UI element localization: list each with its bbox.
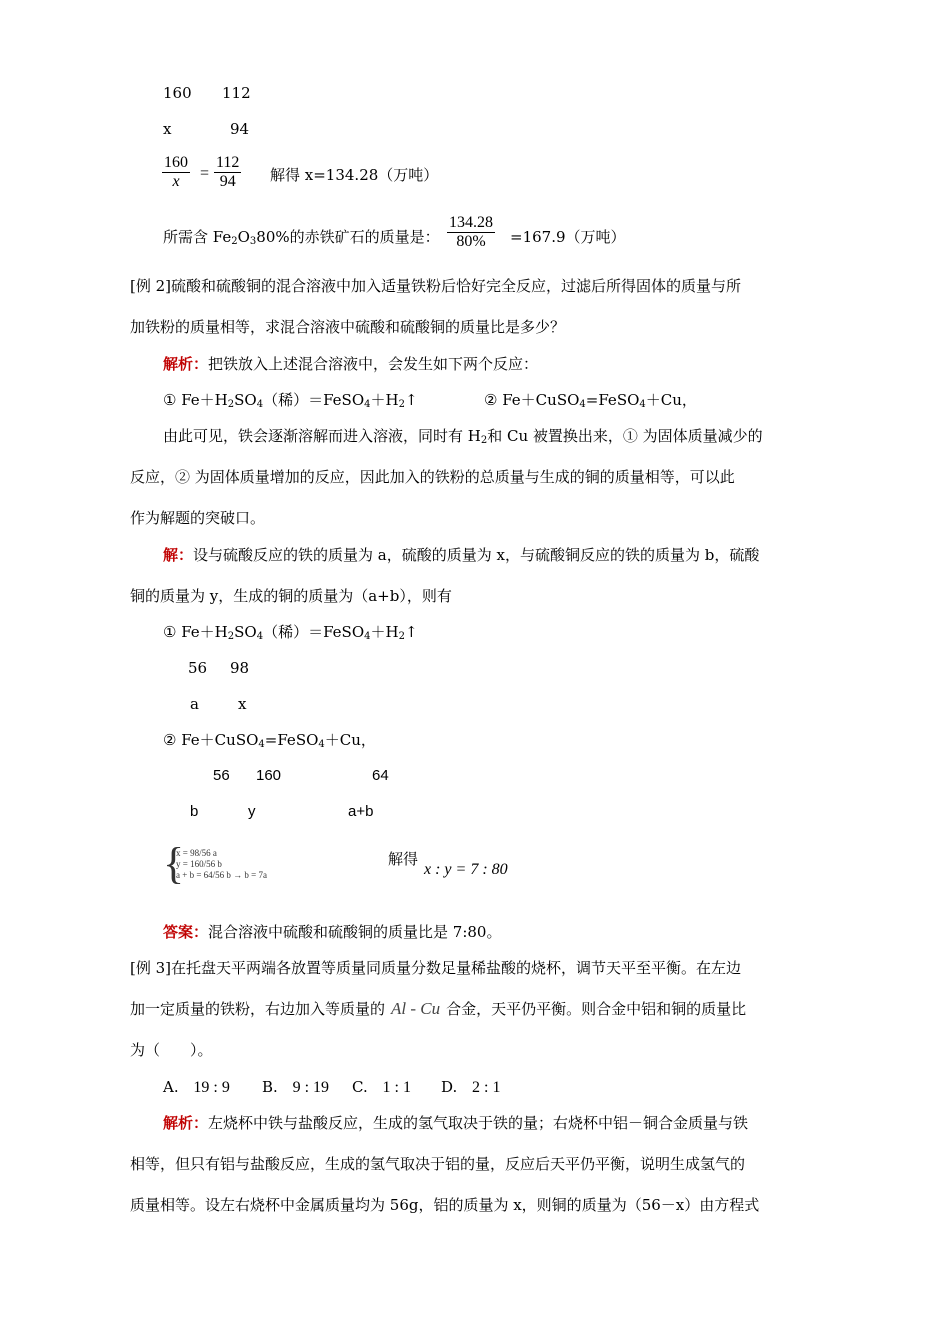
up-arrow-icon: ↑ bbox=[404, 623, 418, 641]
rxn-part: SO bbox=[234, 623, 257, 641]
option-letter: D. bbox=[441, 1078, 458, 1096]
option-letter: A. bbox=[163, 1078, 179, 1096]
rxn-sub: 2 bbox=[227, 631, 235, 642]
ore-result: =167.9（万吨） bbox=[510, 228, 626, 246]
ex3-question-line3: 为（ ）。 bbox=[130, 1041, 213, 1059]
var-a-plus-b: a+b bbox=[348, 803, 374, 820]
rxn-sub: 4 bbox=[256, 399, 264, 410]
para-text: 由此可见，铁会逐渐溶解而进入溶液，同时有 H bbox=[163, 427, 481, 445]
ore-mass-line bbox=[163, 227, 440, 252]
mass-160: 160 bbox=[256, 767, 282, 784]
mass-94: 94 bbox=[230, 120, 250, 138]
analysis-label: 解析： bbox=[163, 355, 209, 373]
ex3-question-line2 bbox=[130, 999, 746, 1019]
mass-98: 98 bbox=[230, 659, 250, 677]
reaction-1-repeat bbox=[163, 622, 418, 647]
rxn-part: ② Fe＋CuSO bbox=[484, 391, 580, 409]
rxn-sub: 2 bbox=[227, 399, 235, 410]
rxn-sub: 4 bbox=[256, 631, 264, 642]
option-value: 2 : 1 bbox=[472, 1079, 501, 1096]
rxn-part: （稀）＝FeSO bbox=[263, 391, 365, 409]
option-b bbox=[262, 1077, 329, 1098]
option-value: 19 : 9 bbox=[193, 1079, 230, 1096]
option-letter: B. bbox=[262, 1078, 278, 1096]
rxn-sub: 4 bbox=[639, 399, 646, 410]
analysis-label: 解析： bbox=[163, 1114, 209, 1132]
answer-text: 混合溶液中硫酸和硫酸铜的质量比是 7:80。 bbox=[208, 923, 502, 941]
para-sub: 2 bbox=[480, 435, 488, 446]
reaction-2 bbox=[484, 390, 697, 415]
rxn-part: （稀）＝FeSO bbox=[263, 623, 365, 641]
rxn-sub: 4 bbox=[579, 399, 586, 410]
rxn-part: ① Fe＋H bbox=[163, 391, 228, 409]
mass-56: 56 bbox=[213, 767, 230, 784]
ore-rest: 80%的赤铁矿石的质量是： bbox=[256, 228, 440, 246]
analysis-text: 把铁放入上述混合溶液中，会发生如下两个反应： bbox=[208, 355, 539, 373]
rxn-part: ＋Cu， bbox=[324, 731, 376, 749]
up-arrow-icon: ↑ bbox=[404, 391, 418, 409]
rxn-sub: 4 bbox=[318, 739, 325, 750]
ex3-analysis-line1 bbox=[163, 1113, 748, 1133]
fraction-numerator: 112 bbox=[216, 154, 240, 171]
para-line1 bbox=[163, 426, 763, 451]
equation-2: y = 160/56 b bbox=[176, 859, 222, 869]
fraction-denominator: 80% bbox=[447, 232, 495, 251]
rxn-part: SO bbox=[234, 391, 257, 409]
reaction-1 bbox=[163, 390, 418, 415]
solve-label: 解得 bbox=[388, 850, 419, 868]
var-b: b bbox=[190, 803, 199, 820]
rxn-part: ＋Cu， bbox=[645, 391, 697, 409]
rxn-part: ＋H bbox=[370, 391, 399, 409]
option-a bbox=[163, 1077, 230, 1098]
question-text: 加一定质量的铁粉，右边加入等质量的 bbox=[130, 1000, 386, 1018]
ore-mid: O bbox=[237, 228, 250, 246]
rxn-sub: 4 bbox=[364, 631, 371, 642]
mass-112: 112 bbox=[222, 84, 251, 102]
option-letter: C. bbox=[352, 1078, 368, 1096]
answer-line bbox=[163, 922, 501, 942]
fraction-denominator: x bbox=[162, 172, 190, 191]
brace-icon: { bbox=[163, 839, 185, 888]
var-a: a bbox=[190, 695, 199, 713]
fraction-denominator: 94 bbox=[214, 172, 241, 191]
equation-system bbox=[176, 848, 267, 881]
ex3-question-line1: [例 3]在托盘天平两端各放置等质量同质量分数足量稀盐酸的烧杯，调节天平至平衡。在左边 bbox=[130, 959, 742, 977]
fraction-numerator: 160 bbox=[164, 154, 188, 171]
rxn-part: ＋H bbox=[370, 623, 399, 641]
solution-text: 设与硫酸反应的铁的质量为 a，硫酸的质量为 x，与硫酸铜反应的铁的质量为 b，硫酸 bbox=[193, 546, 760, 564]
fraction-160-x bbox=[162, 154, 190, 191]
ratio-result: x : y = 7 : 80 bbox=[424, 861, 508, 878]
analysis-text: 左烧杯中铁与盐酸反应，生成的氢气取决于铁的量；右烧杯中铝－铜合金质量与铁 bbox=[208, 1114, 749, 1132]
rxn-sub: 4 bbox=[364, 399, 371, 410]
para-line3: 作为解题的突破口。 bbox=[130, 509, 266, 527]
para-text: 和 Cu 被置换出来，① 为固体质量减少的 bbox=[487, 427, 763, 445]
fraction-112-94 bbox=[214, 154, 241, 191]
ore-sub2: 3 bbox=[249, 236, 257, 247]
para-line2: 反应，② 为固体质量增加的反应，因此加入的铁粉的总质量与生成的铜的质量相等，可以此 bbox=[130, 468, 735, 486]
mass-160: 160 bbox=[163, 84, 192, 102]
solution-line2: 铜的质量为 y，生成的铜的质量为（a+b），则有 bbox=[130, 587, 452, 605]
question-text: 合金，天平仍平衡。则合金中铝和铜的质量比 bbox=[446, 1000, 747, 1018]
rxn-sub: 4 bbox=[258, 739, 265, 750]
option-d bbox=[441, 1077, 501, 1098]
ex2-analysis bbox=[163, 354, 538, 374]
ex3-analysis-line2: 相等，但只有铝与盐酸反应，生成的氢气取决于铝的量，反应后天平仍平衡，说明生成氢气的 bbox=[130, 1155, 746, 1173]
rxn-part: =FeSO bbox=[264, 731, 319, 749]
var-x: x bbox=[163, 120, 172, 138]
ex2-question-line1: [例 2]硫酸和硫酸铜的混合溶液中加入适量铁粉后恰好完全反应，过滤后所得固体的质量与所 bbox=[130, 277, 742, 295]
fraction-numerator: 134.28 bbox=[449, 214, 493, 231]
mass-64: 64 bbox=[372, 767, 389, 784]
ore-prefix: 所需含 Fe bbox=[163, 228, 232, 246]
rxn-part: ② Fe＋CuSO bbox=[163, 731, 259, 749]
var-x: x bbox=[238, 695, 247, 713]
alloy-formula: Al - Cu bbox=[391, 999, 441, 1018]
solution-label: 解： bbox=[163, 546, 194, 564]
rxn-part: ① Fe＋H bbox=[163, 623, 228, 641]
option-value: 1 : 1 bbox=[382, 1079, 411, 1096]
reaction-2-repeat bbox=[163, 730, 376, 755]
equation-3: a + b = 64/56 b → b = 7a bbox=[176, 870, 267, 880]
ore-sub1: 2 bbox=[231, 236, 238, 247]
solve-x: 解得 x=134.28（万吨） bbox=[270, 166, 439, 184]
option-value: 9 : 19 bbox=[292, 1079, 330, 1096]
equals-sign: = bbox=[200, 165, 210, 182]
ex3-analysis-line3: 质量相等。设左右烧杯中金属质量均为 56g，铝的质量为 x，则铜的质量为（56－x）由方程式 bbox=[130, 1196, 760, 1214]
equation-1: x = 98/56 a bbox=[176, 848, 217, 858]
rxn-sub: 2 bbox=[398, 631, 405, 642]
answer-label: 答案： bbox=[163, 923, 209, 941]
solution-line1 bbox=[163, 545, 759, 565]
rxn-part: =FeSO bbox=[585, 391, 640, 409]
option-c bbox=[352, 1077, 411, 1098]
ex2-question-line2: 加铁粉的质量相等，求混合溶液中硫酸和硫酸铜的质量比是多少？ bbox=[130, 318, 566, 336]
var-y: y bbox=[248, 803, 256, 820]
rxn-sub: 2 bbox=[398, 399, 405, 410]
mass-56: 56 bbox=[188, 659, 208, 677]
fraction-ore bbox=[447, 214, 495, 251]
